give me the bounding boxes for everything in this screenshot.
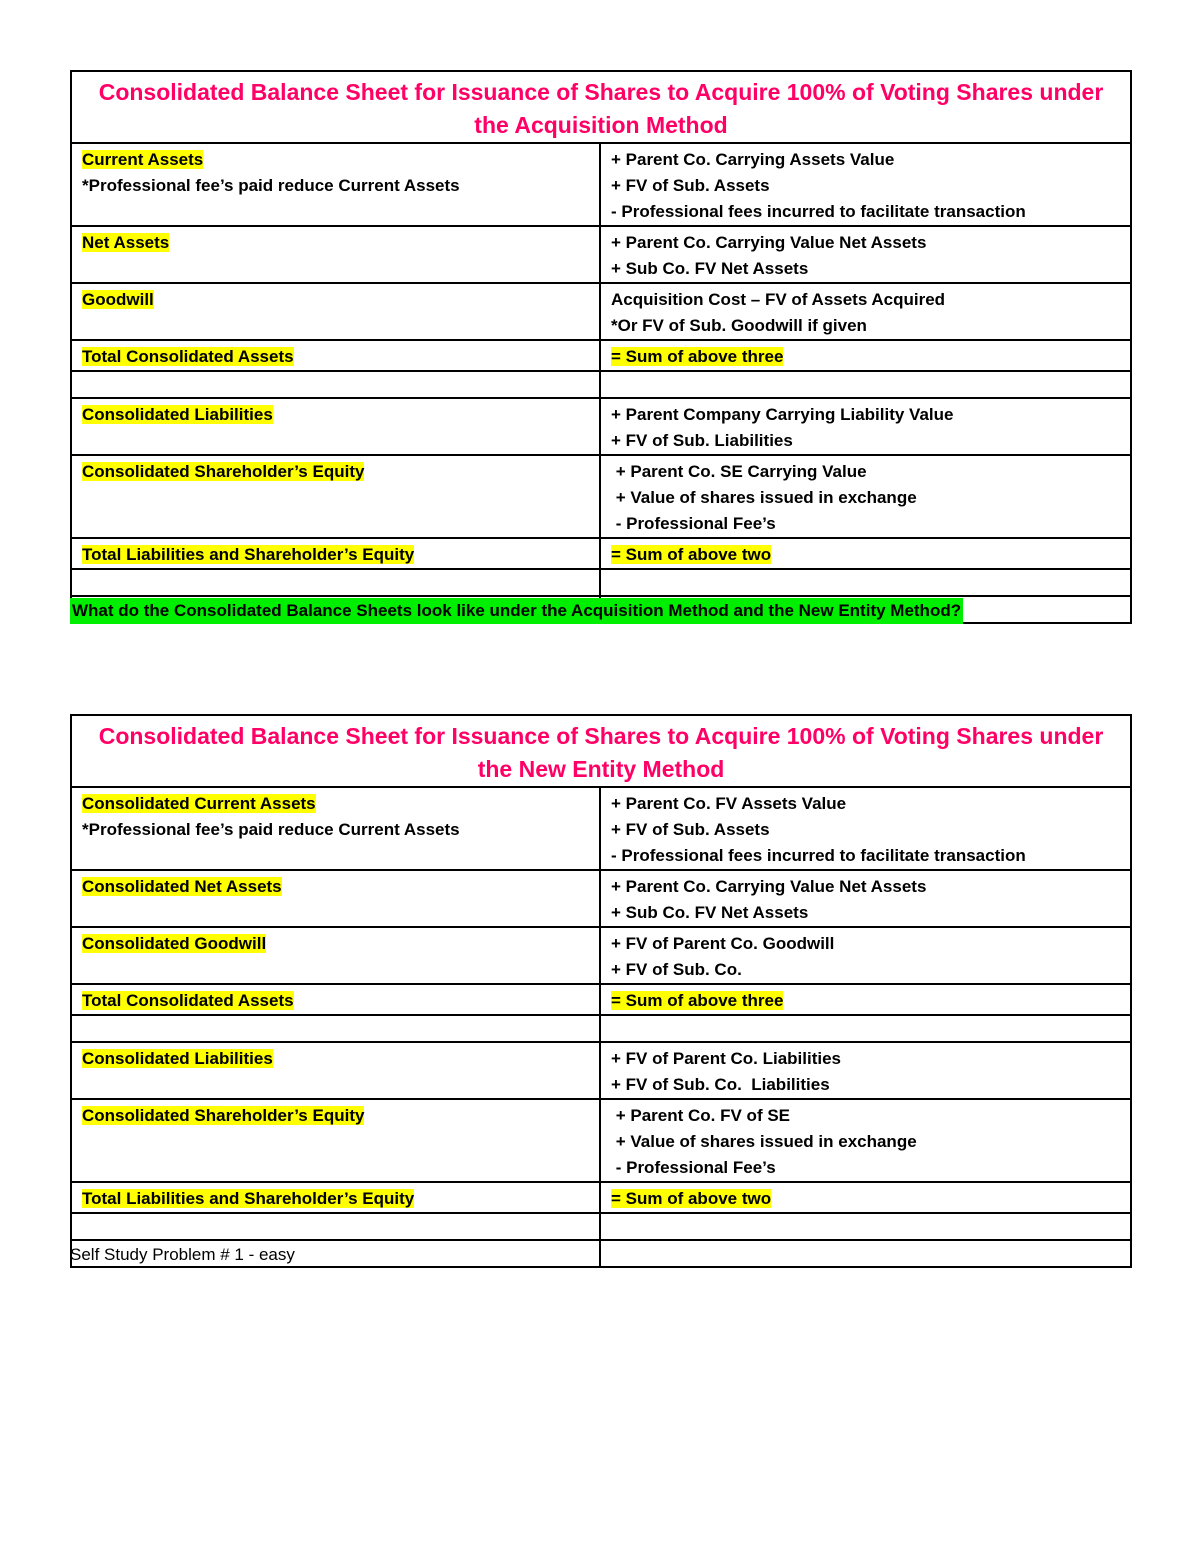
row-label: Consolidated Current Assets xyxy=(82,794,316,813)
formula-line: + FV of Sub. Liabilities xyxy=(611,431,793,450)
row-formula-cell xyxy=(600,1042,1131,1099)
row-formula-cell xyxy=(600,398,1131,455)
row-label: Goodwill xyxy=(82,290,154,309)
formula-line: + Parent Co. Carrying Value Net Assets xyxy=(611,877,927,896)
formula-line: - Professional Fee’s xyxy=(611,1158,776,1177)
formula-line: + Parent Co. FV of SE xyxy=(611,1106,791,1125)
row-label-cell xyxy=(71,398,600,455)
row-label-cell xyxy=(71,340,600,371)
formula-line: + FV of Sub. Assets xyxy=(611,820,770,839)
row-formula-cell xyxy=(600,143,1131,226)
formula-line: - Professional fees incurred to facilitate transaction xyxy=(611,202,1026,221)
empty-cell xyxy=(71,1213,600,1240)
row-formula-cell xyxy=(600,283,1131,340)
row-label: Consolidated Shareholder’s Equity xyxy=(82,1106,365,1125)
footer-text: Self Study Problem # 1 - easy xyxy=(70,1245,295,1264)
row-label: Current Assets xyxy=(82,150,204,169)
row-label: Consolidated Shareholder’s Equity xyxy=(82,462,365,481)
formula-line: + FV of Sub. Co. xyxy=(611,960,742,979)
row-label: Consolidated Liabilities xyxy=(82,1049,273,1068)
row-label-cell xyxy=(71,538,600,569)
row-formula-cell xyxy=(600,1182,1131,1213)
row-label: Net Assets xyxy=(82,233,170,252)
formula-line: + FV of Sub. Co. Liabilities xyxy=(611,1075,830,1094)
table-title xyxy=(71,71,1131,143)
total-formula: = Sum of above two xyxy=(611,545,772,564)
row-label: Consolidated Net Assets xyxy=(82,877,282,896)
row-label: Total Consolidated Assets xyxy=(82,347,294,366)
empty-cell xyxy=(71,371,600,398)
title-line-2: the Acquisition Method xyxy=(474,112,728,138)
title-line-2: the New Entity Method xyxy=(477,756,725,782)
row-formula-cell xyxy=(600,927,1131,984)
row-label-cell xyxy=(71,787,600,870)
row-label: Consolidated Goodwill xyxy=(82,934,267,953)
formula-line: + FV of Parent Co. Liabilities xyxy=(611,1049,842,1068)
formula-line: + Parent Company Carrying Liability Value xyxy=(611,405,954,424)
row-formula-cell xyxy=(600,538,1131,569)
row-note: *Professional fee’s paid reduce Current Assets xyxy=(82,820,460,839)
formula-line: + Value of shares issued in exchange xyxy=(611,488,917,507)
row-label: Consolidated Liabilities xyxy=(82,405,273,424)
row-label-cell xyxy=(71,927,600,984)
row-formula-cell xyxy=(600,340,1131,371)
row-formula-cell xyxy=(600,226,1131,283)
row-formula-cell xyxy=(600,455,1131,538)
row-label-cell xyxy=(71,984,600,1015)
formula-line: + Sub Co. FV Net Assets xyxy=(611,259,809,278)
formula-line: + FV of Parent Co. Goodwill xyxy=(611,934,835,953)
table-title xyxy=(71,715,1131,787)
total-formula: = Sum of above two xyxy=(611,1189,772,1208)
formula-line: *Or FV of Sub. Goodwill if given xyxy=(611,316,867,335)
row-label-cell xyxy=(71,1042,600,1099)
title-line-1: Consolidated Balance Sheet for Issuance of Shares to Acquire 100% of Voting Shares under xyxy=(98,723,1104,749)
formula-line: + Parent Co. Carrying Assets Value xyxy=(611,150,895,169)
row-label: Total Liabilities and Shareholder’s Equity xyxy=(82,1189,415,1208)
row-label-cell xyxy=(71,1182,600,1213)
acquisition-method-table xyxy=(70,70,1132,624)
formula-line: + Parent Co. SE Carrying Value xyxy=(611,462,867,481)
empty-cell xyxy=(71,569,600,596)
empty-cell xyxy=(600,371,1131,398)
total-formula: = Sum of above three xyxy=(611,347,784,366)
formula-line: - Professional Fee’s xyxy=(611,514,776,533)
formula-line: + Parent Co. FV Assets Value xyxy=(611,794,847,813)
formula-line: + Sub Co. FV Net Assets xyxy=(611,903,809,922)
row-formula-cell xyxy=(600,1099,1131,1182)
row-formula-cell xyxy=(600,870,1131,927)
row-label-cell xyxy=(71,226,600,283)
row-formula-cell xyxy=(600,984,1131,1015)
formula-line: + Parent Co. Carrying Value Net Assets xyxy=(611,233,927,252)
row-label-cell xyxy=(71,283,600,340)
question-text: What do the Consolidated Balance Sheets look like under the Acquisition Method and the New Entity Method? xyxy=(70,598,963,624)
empty-cell xyxy=(600,569,1131,596)
row-label-cell xyxy=(71,143,600,226)
new-entity-method-table xyxy=(70,714,1132,1268)
row-label: Total Liabilities and Shareholder’s Equity xyxy=(82,545,415,564)
formula-line: + Value of shares issued in exchange xyxy=(611,1132,917,1151)
formula-line: + FV of Sub. Assets xyxy=(611,176,770,195)
formula-line: - Professional fees incurred to facilitate transaction xyxy=(611,846,1026,865)
row-label: Total Consolidated Assets xyxy=(82,991,294,1010)
empty-cell xyxy=(600,1015,1131,1042)
row-label-cell xyxy=(71,870,600,927)
empty-cell xyxy=(600,1240,1131,1267)
row-label-cell xyxy=(71,455,600,538)
title-line-1: Consolidated Balance Sheet for Issuance of Shares to Acquire 100% of Voting Shares under xyxy=(98,79,1104,105)
empty-cell xyxy=(600,1213,1131,1240)
row-formula-cell xyxy=(600,787,1131,870)
empty-cell xyxy=(71,1015,600,1042)
total-formula: = Sum of above three xyxy=(611,991,784,1010)
formula-line: Acquisition Cost – FV of Assets Acquired xyxy=(611,290,946,309)
row-label-cell xyxy=(71,1099,600,1182)
row-note: *Professional fee’s paid reduce Current Assets xyxy=(82,176,460,195)
